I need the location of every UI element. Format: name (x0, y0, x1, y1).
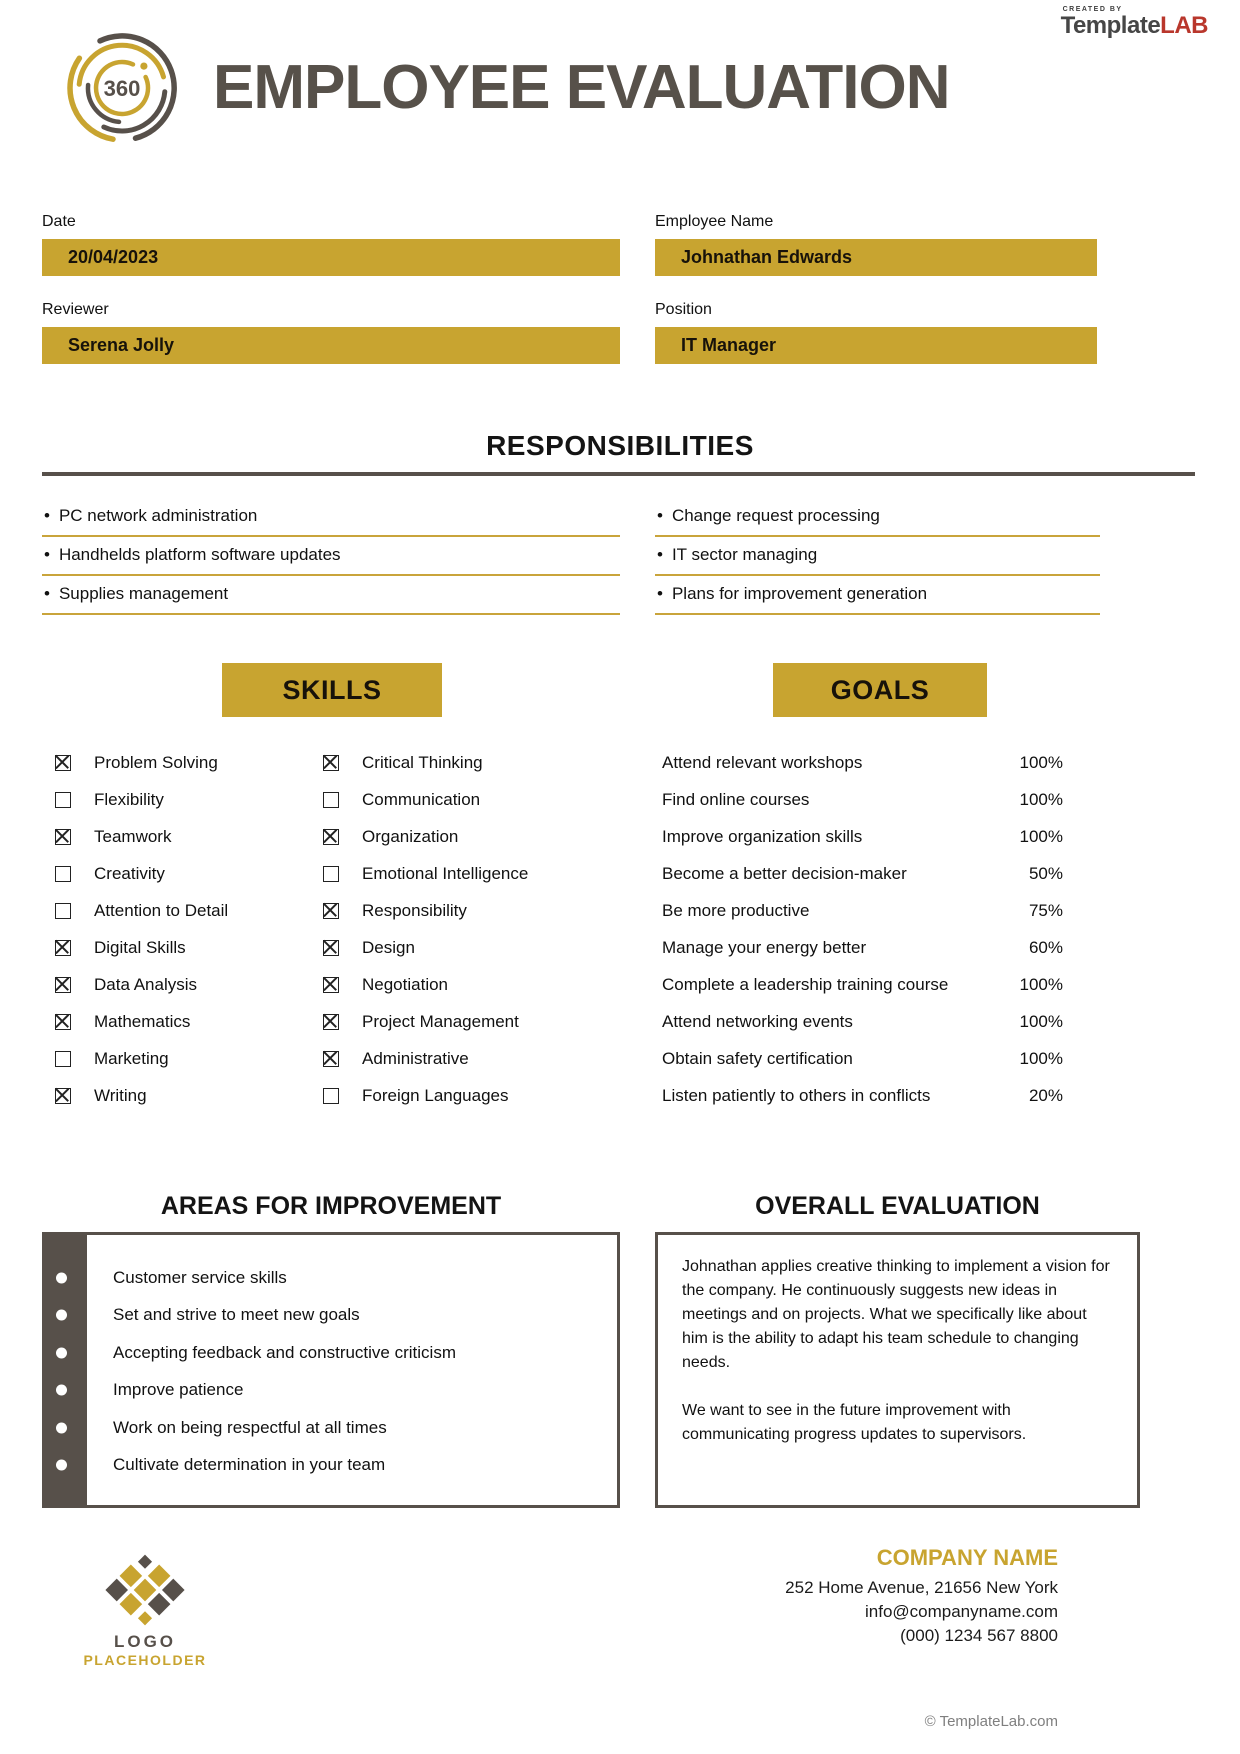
goal-label: Complete a leadership training course (662, 974, 949, 994)
goal-label: Listen patiently to others in conflicts (662, 1085, 931, 1105)
improvement-item (113, 1297, 603, 1335)
improvement-text: Accepting feedback and constructive criticism (113, 1342, 456, 1362)
checkbox-unchecked-icon[interactable] (55, 1051, 71, 1067)
responsibility-item (655, 537, 1100, 576)
checkbox-checked-icon[interactable] (323, 1014, 339, 1030)
goal-label: Attend networking events (662, 1011, 853, 1031)
skill-item (55, 744, 228, 781)
checkbox-checked-icon[interactable] (55, 755, 71, 771)
responsibility-text: IT sector managing (671, 545, 818, 564)
reviewer-value[interactable]: Serena Jolly (42, 327, 620, 364)
goal-item (662, 892, 1063, 929)
goal-label: Find online courses (662, 789, 810, 809)
bullet-icon: • (44, 506, 50, 525)
goal-label: Attend relevant workshops (662, 752, 863, 772)
company-name: COMPANY NAME (876, 1545, 1058, 1570)
responsibility-item (655, 498, 1100, 537)
field-employee-name (655, 213, 1097, 276)
skill-label: Emotional Intelligence (362, 863, 529, 883)
skill-label: Organization (362, 826, 459, 846)
goal-percentage: 100% (1019, 752, 1063, 772)
goal-percentage: 100% (1019, 974, 1063, 994)
bullet-icon: • (44, 545, 50, 564)
skill-item (323, 929, 528, 966)
bullet-dot-icon (56, 1422, 67, 1433)
skill-item (55, 892, 228, 929)
field-reviewer (42, 301, 620, 364)
improvement-text: Improve patience (113, 1380, 244, 1400)
goal-item (662, 1003, 1063, 1040)
skill-item (323, 1003, 528, 1040)
company-phone: (000) 1234 567 8800 (900, 1626, 1058, 1645)
checkbox-unchecked-icon[interactable] (55, 903, 71, 919)
skill-label: Digital Skills (94, 937, 186, 957)
evaluation-paragraph: We want to see in the future improvement with communicating progress updates to supervisors. (682, 1402, 1027, 1443)
responsibilities-heading: RESPONSIBILITIES (486, 430, 754, 461)
skill-label: Teamwork (94, 826, 172, 846)
improvement-text: Work on being respectful at all times (113, 1417, 387, 1437)
copyright: © TemplateLab.com (924, 1713, 1058, 1730)
improvement-item (113, 1409, 603, 1447)
company-info (785, 1545, 1058, 1648)
improvement-heading: AREAS FOR IMPROVEMENT (160, 1192, 502, 1220)
skill-label: Project Management (362, 1011, 519, 1031)
bullet-dot-icon (56, 1272, 67, 1283)
responsibility-item (655, 576, 1100, 615)
responsibility-item (42, 576, 620, 615)
bullet-dot-icon (56, 1460, 67, 1471)
checkbox-checked-icon[interactable] (323, 755, 339, 771)
checkbox-checked-icon[interactable] (55, 1014, 71, 1030)
company-address: 252 Home Avenue, 21656 New York (785, 1578, 1058, 1597)
logo-360-text: 360 (103, 75, 141, 101)
checkbox-unchecked-icon[interactable] (323, 1088, 339, 1104)
bullet-dot-icon (56, 1347, 67, 1358)
responsibility-item (42, 537, 620, 576)
responsibility-item (42, 498, 620, 537)
skills-heading: SKILLS (222, 663, 442, 717)
checkbox-unchecked-icon[interactable] (323, 866, 339, 882)
skill-item (323, 892, 528, 929)
skill-item (55, 818, 228, 855)
responsibility-text: Handhelds platform software updates (58, 545, 341, 564)
improvement-text: Set and strive to meet new goals (113, 1305, 360, 1325)
bullet-icon: • (657, 584, 663, 603)
goal-percentage: 50% (1028, 863, 1063, 883)
date-label: Date (42, 213, 76, 230)
templatelab-word-lab: LAB (1160, 12, 1208, 39)
goal-percentage: 75% (1028, 900, 1063, 920)
goal-percentage: 20% (1028, 1085, 1063, 1105)
checkbox-checked-icon[interactable] (323, 977, 339, 993)
goal-percentage: 100% (1019, 1011, 1063, 1031)
improvement-text: Customer service skills (113, 1267, 287, 1287)
evaluation-heading: OVERALL EVALUATION (755, 1192, 1040, 1220)
responsibility-text: Plans for improvement generation (671, 584, 928, 603)
skill-label: Flexibility (94, 789, 164, 809)
position-value[interactable]: IT Manager (655, 327, 1097, 364)
skill-item (55, 1077, 228, 1114)
improvement-item (113, 1372, 603, 1410)
date-value[interactable]: 20/04/2023 (42, 239, 620, 276)
skill-label: Foreign Languages (362, 1085, 509, 1105)
goal-label: Be more productive (662, 900, 810, 920)
skill-item (323, 1040, 528, 1077)
bullet-icon: • (657, 506, 663, 525)
responsibility-text: Supplies management (58, 584, 229, 603)
logo-placeholder-line2: PLACEHOLDER (83, 1652, 207, 1668)
templatelab-word-template: Template (1060, 12, 1161, 39)
evaluation-box (655, 1232, 1140, 1508)
improvement-item (113, 1259, 603, 1297)
page-title: EMPLOYEE EVALUATION (213, 53, 950, 122)
skill-label: Writing (94, 1085, 147, 1105)
skill-label: Attention to Detail (94, 900, 229, 920)
reviewer-label: Reviewer (42, 301, 109, 318)
improvement-text: Cultivate determination in your team (113, 1455, 386, 1475)
checkbox-unchecked-icon[interactable] (55, 866, 71, 882)
bullet-icon: • (44, 584, 50, 603)
employee-name-label: Employee Name (655, 213, 774, 230)
checkbox-checked-icon[interactable] (323, 829, 339, 845)
skill-item (55, 966, 228, 1003)
responsibilities-right-list (655, 498, 1100, 615)
improvement-item (113, 1334, 603, 1372)
skills-column-2 (323, 744, 528, 1114)
skill-label: Marketing (94, 1048, 169, 1068)
position-label: Position (655, 301, 712, 318)
checkbox-checked-icon[interactable] (55, 829, 71, 845)
goals-list (662, 744, 1063, 1114)
bullet-dot-icon (56, 1385, 67, 1396)
goal-item (662, 781, 1063, 818)
skill-label: Communication (362, 789, 481, 809)
goal-item (662, 966, 1063, 1003)
goal-label: Improve organization skills (662, 826, 863, 846)
improvement-item (113, 1447, 603, 1485)
goal-item (662, 1040, 1063, 1077)
goal-percentage: 100% (1019, 789, 1063, 809)
goal-item (662, 1077, 1063, 1114)
bullet-icon: • (657, 545, 663, 564)
responsibility-text: PC network administration (58, 506, 258, 525)
skill-item (323, 966, 528, 1003)
goal-percentage: 100% (1019, 1048, 1063, 1068)
responsibilities-divider (42, 472, 1195, 476)
field-position (655, 301, 1097, 364)
skill-item (323, 1077, 528, 1114)
checkbox-checked-icon[interactable] (55, 940, 71, 956)
logo-placeholder-diamond-icon (105, 1550, 185, 1630)
created-by-label: CREATED BY (1062, 6, 1123, 13)
goal-item (662, 855, 1063, 892)
skill-label: Responsibility (362, 900, 467, 920)
skill-item (55, 855, 228, 892)
skill-item (323, 744, 528, 781)
skill-item (323, 855, 528, 892)
checkbox-checked-icon[interactable] (55, 977, 71, 993)
logo-placeholder-line1: LOGO (113, 1632, 177, 1651)
employee-name-value[interactable]: Johnathan Edwards (655, 239, 1097, 276)
skill-label: Creativity (94, 863, 165, 883)
improvement-box (42, 1232, 620, 1508)
improvement-list (113, 1259, 603, 1484)
logo-360-icon (62, 28, 182, 148)
goal-label: Manage your energy better (662, 937, 867, 957)
skill-label: Critical Thinking (362, 752, 483, 772)
skill-item (323, 781, 528, 818)
skill-label: Administrative (362, 1048, 469, 1068)
goal-label: Become a better decision-maker (662, 863, 907, 883)
goal-item (662, 744, 1063, 781)
skill-item (55, 929, 228, 966)
skill-label: Negotiation (362, 974, 449, 994)
skill-item (323, 818, 528, 855)
goal-percentage: 100% (1019, 826, 1063, 846)
field-date (42, 213, 620, 276)
templatelab-logo (1061, 6, 1208, 38)
responsibility-text: Change request processing (671, 506, 880, 525)
skill-label: Problem Solving (94, 752, 218, 772)
checkbox-unchecked-icon[interactable] (323, 792, 339, 808)
skill-item (55, 1040, 228, 1077)
templatelab-wordmark (1061, 13, 1208, 38)
skill-label: Design (362, 937, 415, 957)
checkbox-checked-icon[interactable] (55, 1088, 71, 1104)
goal-item (662, 818, 1063, 855)
skill-item (55, 1003, 228, 1040)
bullet-dot-icon (56, 1310, 67, 1321)
checkbox-checked-icon[interactable] (323, 940, 339, 956)
goal-percentage: 60% (1028, 937, 1063, 957)
checkbox-checked-icon[interactable] (323, 903, 339, 919)
skills-column-1 (55, 744, 228, 1114)
checkbox-unchecked-icon[interactable] (55, 792, 71, 808)
logo-placeholder (78, 1550, 212, 1668)
goals-heading: GOALS (773, 663, 987, 717)
skill-item (55, 781, 228, 818)
evaluation-paragraph: Johnathan applies creative thinking to implement a vision for the company. He continuously suggests new ideas in meetings and on projects. What we specifically like about him is the ability to adapt his team schedule to changing needs. (682, 1258, 1110, 1371)
skill-label: Data Analysis (94, 974, 197, 994)
goal-label: Obtain safety certification (662, 1048, 853, 1068)
company-email: info@companyname.com (864, 1602, 1058, 1621)
responsibilities-left-list (42, 498, 620, 615)
checkbox-checked-icon[interactable] (323, 1051, 339, 1067)
goal-item (662, 929, 1063, 966)
skill-label: Mathematics (94, 1011, 191, 1031)
